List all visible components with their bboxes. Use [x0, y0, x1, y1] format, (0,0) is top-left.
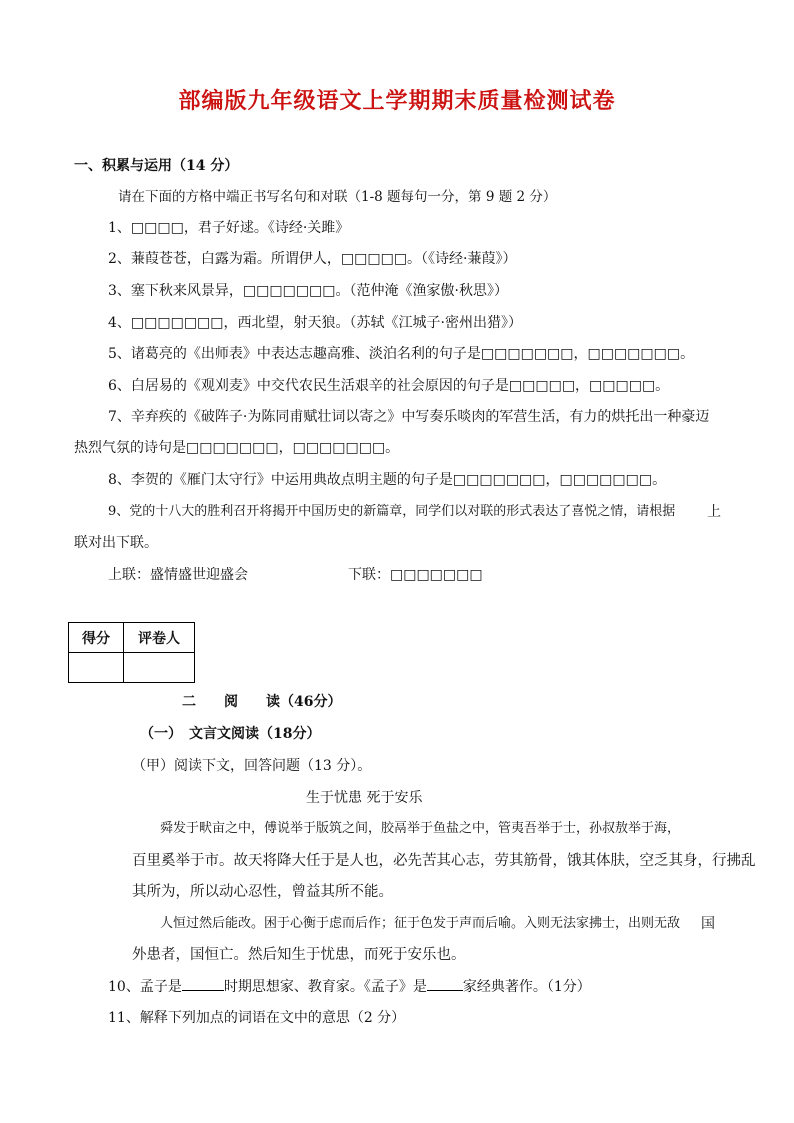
- passage-title: 生于忧患 死于安乐: [306, 790, 423, 806]
- question-6: 6、白居易的《观刈麦》中交代农民生活艰辛的社会原因的句子是□□□□□，□□□□□。: [108, 378, 670, 394]
- section1-heading: 一、积累与运用（14 分）: [74, 158, 239, 174]
- passage-line-4: 人恒过然后能改。困于心衡于虑而后作；征于色发于声而后喻。入则无法家拂士，出则无敌: [160, 916, 681, 931]
- part-a-instruction: （甲）阅读下文，回答问题（13 分）。: [132, 758, 372, 774]
- question-7-continued: 热烈气氛的诗句是□□□□□□□，□□□□□□□。: [74, 440, 400, 456]
- score-table: [68, 622, 195, 683]
- question-9-continued: 联对出下联。: [74, 535, 158, 551]
- answer-blank-era[interactable]: [182, 978, 224, 991]
- question-1: 1、□□□□，君子好逑。《诗经·关雎》: [108, 220, 350, 236]
- question-10-part-c: 家经典著作。（1分）: [462, 979, 591, 995]
- passage-line-3: 其所为，所以动心忍性，曾益其所不能。: [132, 884, 393, 900]
- grader-header: 评卷人: [124, 623, 195, 653]
- question-11: 11、解释下列加点的词语在文中的意思（2 分）: [108, 1010, 406, 1026]
- passage-line-1: 舜发于畎亩之中，傅说举于版筑之间，胶鬲举于鱼盐之中，管夷吾举于士，孙叔敖举于海，: [160, 821, 681, 836]
- question-9: 9、党的十八大的胜利召开将揭开中国历史的新篇章，同学们以对联的形式表达了喜悦之情，请根据: [108, 504, 676, 519]
- section1-instruction: 请在下面的方格中端正书写名句和对联（1-8 题每句一分，第 9 题 2 分）: [118, 189, 557, 205]
- classical-reading-heading: （一） 文言文阅读（18分）: [140, 726, 321, 742]
- question-10-part-b: 时期思想家、教育家。《孟子》是: [223, 979, 427, 995]
- question-10-part-a: 10、孟子是: [108, 979, 182, 995]
- question-10: [108, 978, 591, 996]
- question-9-tail: 上: [707, 504, 721, 520]
- score-cell[interactable]: [69, 653, 124, 683]
- question-4: 4、□□□□□□□，西北望，射天狼。（苏轼《江城子·密州出猎》）: [108, 315, 522, 331]
- question-3: 3、塞下秋来风景异，□□□□□□□。（范仲淹《渔家傲·秋思》）: [108, 283, 508, 299]
- question-2: 2、蒹葭苍苍，白露为霜。所谓伊人，□□□□□。（《诗经·蒹葭》）: [108, 251, 517, 267]
- question-5: 5、诸葛亮的《出师表》中表达志趣高雅、淡泊名利的句子是□□□□□□□，□□□□□□□。: [108, 346, 695, 362]
- couplet-upper: 上联：盛情盛世迎盛会: [108, 567, 248, 583]
- exam-title: 部编版九年级语文上学期期末质量检测试卷: [178, 88, 616, 114]
- question-8: 8、李贺的《雁门太守行》中运用典故点明主题的句子是□□□□□□□，□□□□□□□。: [108, 472, 667, 488]
- passage-line-2: 百里奚举于市。故天将降大任于是人也，必先苦其心志，劳其筋骨，饿其体肤，空乏其身，行拂乱: [132, 853, 756, 869]
- section2-heading: 二 阅 读（46分）: [182, 694, 342, 710]
- passage-line-4-tail: 国: [701, 916, 715, 932]
- question-7: 7、辛弃疾的《破阵子·为陈同甫赋壮词以寄之》中写奏乐啖肉的军营生活，有力的烘托出一种豪迈: [108, 409, 710, 425]
- score-header: 得分: [69, 623, 124, 653]
- grader-cell[interactable]: [124, 653, 195, 683]
- passage-line-5: 外患者，国恒亡。然后知生于忧患，而死于安乐也。: [132, 947, 466, 963]
- answer-blank-school[interactable]: [427, 978, 463, 991]
- couplet-lower: 下联：□□□□□□□: [348, 567, 483, 583]
